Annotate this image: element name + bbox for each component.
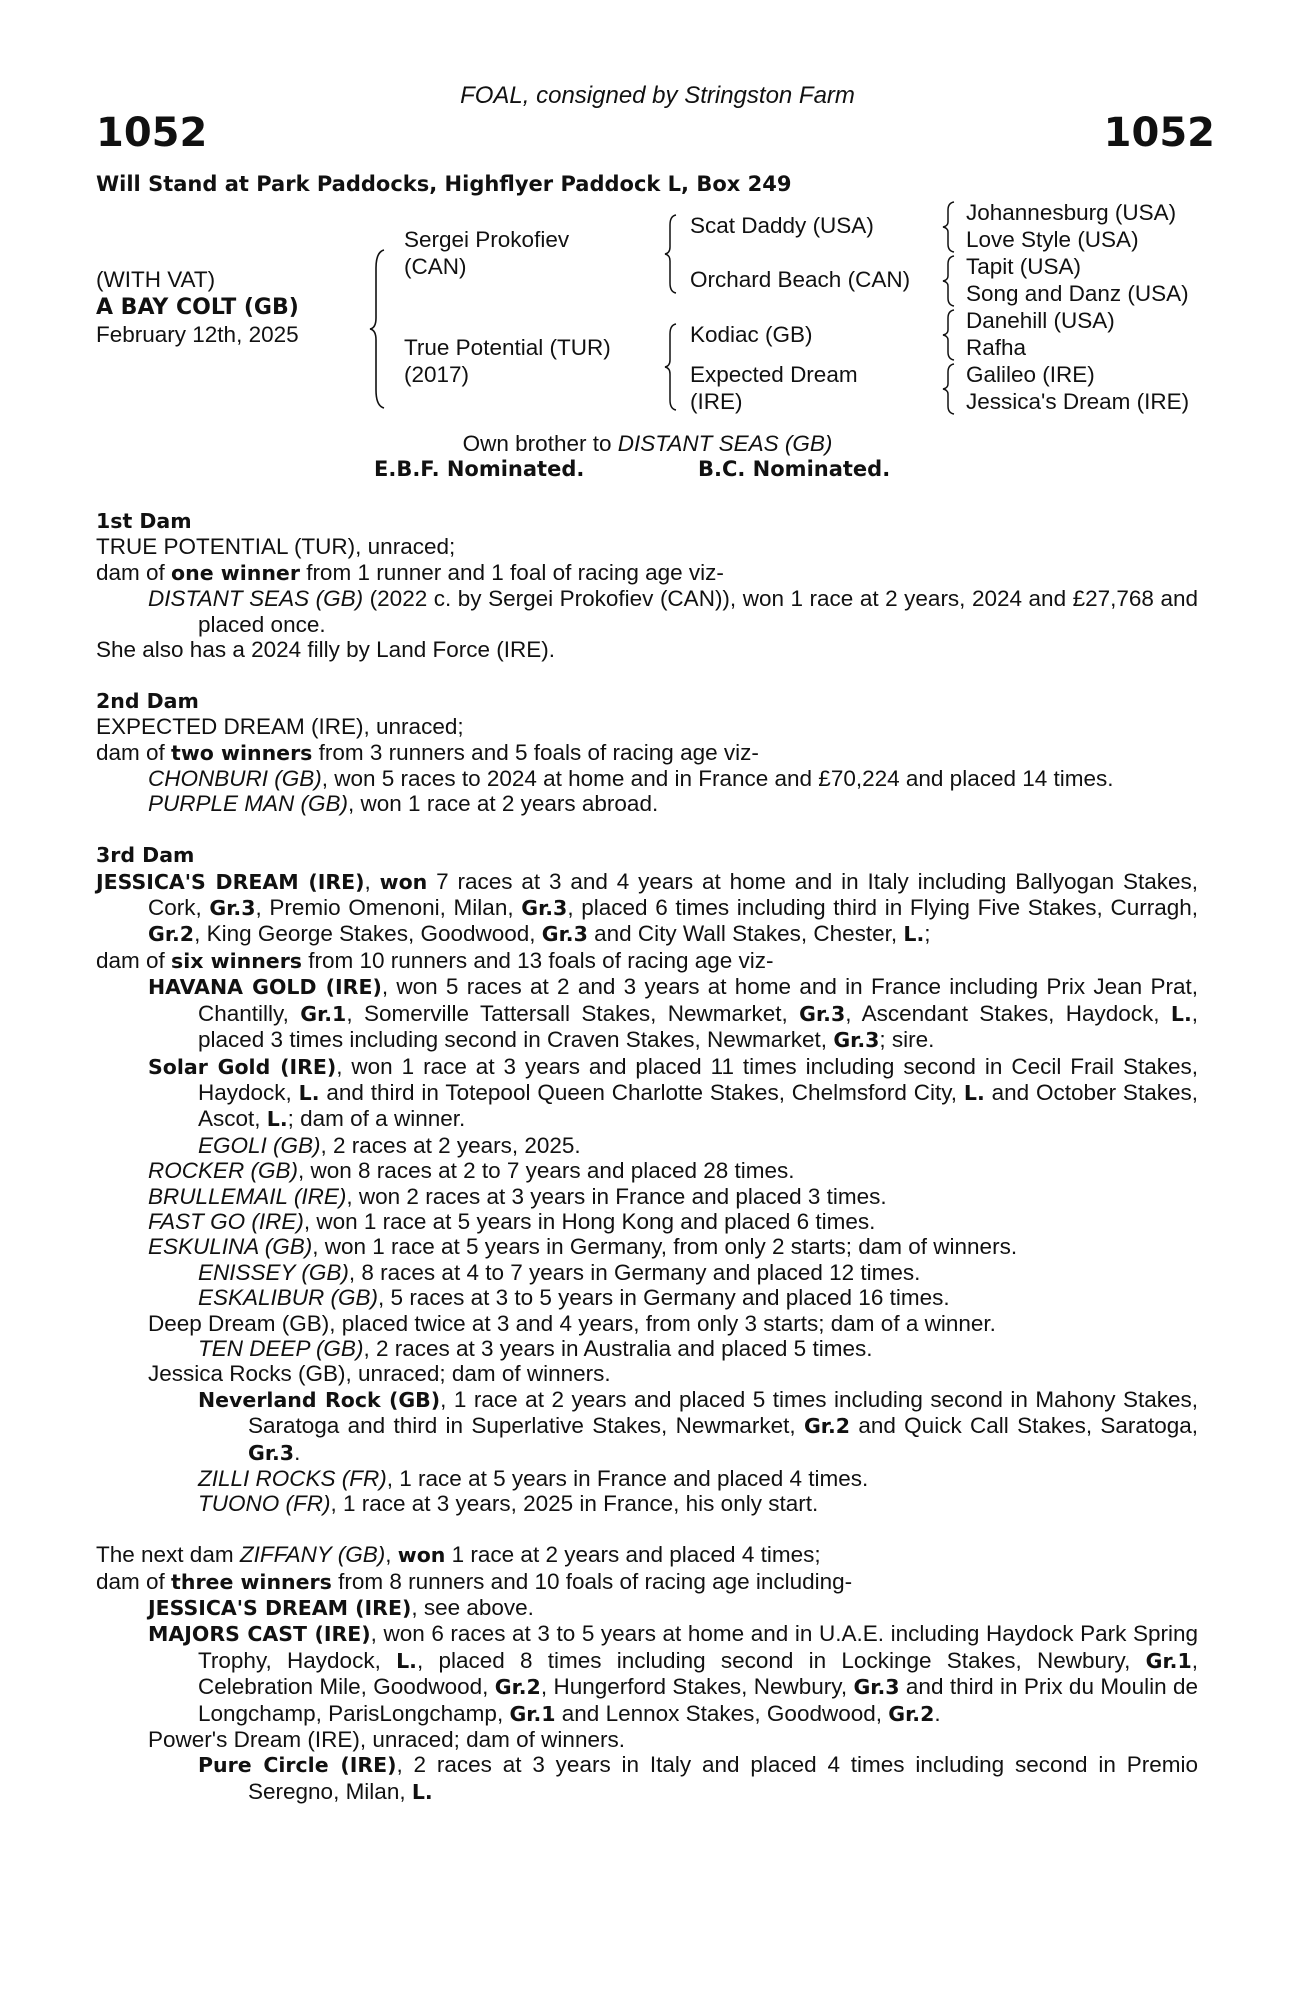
text: and October Stakes, Ascot, xyxy=(198,1079,1198,1132)
entry-paragraph xyxy=(96,766,1198,791)
section-spacer xyxy=(96,1517,1198,1542)
italic-name: ZILLI ROCKS (FR) xyxy=(198,1466,387,1491)
text: , 1 race at 3 years, 2025 in France, his only start. xyxy=(330,1491,819,1517)
text: , 5 races at 3 to 5 years in Germany and placed 16 times. xyxy=(378,1285,950,1311)
text: , xyxy=(385,1542,398,1568)
brace-icon xyxy=(942,308,956,362)
text: , King George Stakes, Goodwood, xyxy=(194,921,542,947)
italic-name: ESKULINA (GB) xyxy=(148,1234,313,1260)
lot-number-right: 1052 xyxy=(1103,110,1215,156)
bold-text: Solar Gold (IRE) xyxy=(148,1054,337,1079)
entry-paragraph xyxy=(96,740,1198,766)
heading-text: 1st Dam xyxy=(96,509,192,533)
entry-paragraph xyxy=(96,1491,1198,1516)
bold-text: L. xyxy=(963,1080,985,1105)
entry-paragraph xyxy=(96,1621,1198,1727)
text: 1 race at 2 years and placed 4 times; xyxy=(445,1542,821,1568)
foaling-date: February 12th, 2025 xyxy=(96,322,299,347)
entry-paragraph xyxy=(96,791,1198,816)
text: , Celebration Mile, Goodwood, xyxy=(198,1647,1198,1700)
own-brother-name: DISTANT SEAS (GB) xyxy=(617,431,833,456)
text: and third in Totepool Queen Charlotte Stakes, Chelmsford City, xyxy=(319,1079,964,1105)
entry-paragraph xyxy=(96,534,1198,559)
entry-paragraph xyxy=(96,974,1198,1053)
bold-text: Gr.3 xyxy=(853,1675,900,1700)
bold-text: three winners xyxy=(171,1569,332,1594)
ancestor-g4: Love Style (USA) xyxy=(966,227,1139,252)
bold-text: Gr.2 xyxy=(803,1414,851,1439)
bold-text: one winner xyxy=(171,560,300,585)
italic-name: FAST GO (IRE) xyxy=(148,1208,304,1234)
italic-name: CHONBURI (GB) xyxy=(148,766,322,792)
ancestor-g4: Johannesburg (USA) xyxy=(966,200,1177,225)
bold-text: Gr.2 xyxy=(148,922,195,947)
dam-dam-country: (IRE) xyxy=(690,389,743,414)
entry-paragraph xyxy=(96,1387,1198,1466)
bold-text: Gr.2 xyxy=(494,1675,541,1700)
dam-year: (2017) xyxy=(404,362,470,387)
dam-sire: Kodiac (GB) xyxy=(690,322,813,347)
text: , 2 races at 3 years in Australia and placed 5 times. xyxy=(363,1335,873,1361)
section-spacer xyxy=(96,817,1198,842)
brace-icon xyxy=(942,254,956,308)
text: , won 2 races at 3 years in France and placed 3 times. xyxy=(346,1183,887,1209)
bold-text: Gr.3 xyxy=(248,1440,295,1465)
text: and Quick Call Stakes, Saratoga, xyxy=(850,1413,1198,1439)
italic-name: TUONO (FR) xyxy=(198,1491,331,1517)
entry-paragraph xyxy=(96,948,1198,974)
entry-paragraph xyxy=(96,1234,1198,1259)
text: , Ascendant Stakes, Haydock, xyxy=(845,1000,1171,1026)
italic-name: DISTANT SEAS (GB) xyxy=(148,586,364,612)
text: , won 6 races at 3 to 5 years at home and in U.A.E. including Haydock Park Spring Trophy, Haydock, xyxy=(198,1621,1198,1673)
brace-icon xyxy=(942,200,956,254)
text: from 3 runners and 5 foals of racing age viz- xyxy=(312,739,759,765)
entry-paragraph xyxy=(96,1595,1198,1621)
entry-paragraph xyxy=(96,1133,1198,1158)
bold-text: L. xyxy=(396,1648,417,1673)
text: Jessica Rocks (GB), unraced; dam of winners. xyxy=(148,1361,611,1387)
entry-paragraph xyxy=(96,1158,1198,1183)
ancestor-g4: Galileo (IRE) xyxy=(966,362,1095,387)
section-spacer xyxy=(96,662,1198,687)
sire-dam: Orchard Beach (CAN) xyxy=(690,267,911,292)
text: Deep Dream (GB), placed twice at 3 and 4 years, from only 3 starts; dam of a winner. xyxy=(148,1310,996,1336)
text: , 1 race at 2 years and placed 5 times including second in Mahony Stakes, Saratoga and third in Superlative Stakes, Newmarket, xyxy=(248,1386,1198,1439)
bold-text: Gr.2 xyxy=(888,1701,935,1726)
entry-paragraph xyxy=(96,1542,1198,1568)
text: , placed 6 times including third in Flying Five Stakes, Curragh, xyxy=(567,895,1198,921)
italic-name: BRULLEMAIL (IRE) xyxy=(148,1183,347,1209)
text: ; sire. xyxy=(879,1027,935,1053)
bc-nomination: B.C. Nominated. xyxy=(698,457,891,481)
italic-name: ENISSEY (GB) xyxy=(198,1259,349,1285)
text: , won 5 races to 2024 at home and in France and £70,224 and placed 14 times. xyxy=(321,766,1114,792)
entry-paragraph xyxy=(96,1209,1198,1234)
own-brother-prefix: Own brother to xyxy=(462,431,618,456)
ancestor-g4: Danehill (USA) xyxy=(966,308,1115,333)
bold-text: L. xyxy=(298,1080,320,1105)
sire-sire: Scat Daddy (USA) xyxy=(690,213,874,238)
text: , 2 races at 3 years in Italy and placed 4 times including second in Premio Seregno, Milan, xyxy=(248,1752,1199,1804)
stand-location: Will Stand at Park Paddocks, Highflyer Paddock L, Box 249 xyxy=(96,172,792,196)
bold-text: L. xyxy=(266,1107,288,1132)
own-brother-note xyxy=(0,431,1295,457)
text: , placed 3 times including second in Craven Stakes, Newmarket, xyxy=(198,1000,1199,1053)
bold-text: Gr.3 xyxy=(521,896,568,921)
text: , won 8 races at 2 to 7 years and placed 28 times. xyxy=(298,1158,795,1184)
bold-text: HAVANA GOLD (IRE) xyxy=(148,975,382,1000)
entry-paragraph xyxy=(96,1569,1198,1595)
bold-text: two winners xyxy=(171,740,313,765)
text: , won 1 race at 5 years in Hong Kong and placed 6 times. xyxy=(303,1208,876,1234)
dam-dam: Expected Dream xyxy=(690,362,858,387)
text: 7 races at 3 and 4 years at home and in Italy including Ballyogan Stakes, Cork, xyxy=(148,868,1198,921)
text: dam of xyxy=(96,739,172,765)
entry-paragraph xyxy=(96,1727,1198,1752)
ebf-nomination: E.B.F. Nominated. xyxy=(374,457,585,481)
bold-text: JESSICA'S DREAM (IRE) xyxy=(96,869,365,894)
entry-paragraph xyxy=(96,1466,1198,1491)
consignment-line: FOAL, consigned by Stringston Farm xyxy=(460,82,855,109)
entry-paragraph xyxy=(96,1054,1198,1133)
entry-paragraph xyxy=(96,1184,1198,1209)
text: from 8 runners and 10 foals of racing age including- xyxy=(331,1568,853,1594)
text: , Premio Omenoni, Milan, xyxy=(255,895,522,921)
text: , see above. xyxy=(411,1595,534,1621)
italic-name: TEN DEEP (GB) xyxy=(198,1335,364,1361)
text: , won 5 races at 2 and 3 years at home and in France including Prix Jean Prat, Chantilly, xyxy=(198,974,1198,1026)
entry-paragraph xyxy=(96,869,1198,948)
entry-paragraph xyxy=(96,586,1198,637)
text: , 1 race at 5 years in France and placed 4 times. xyxy=(386,1466,869,1491)
brace-icon xyxy=(368,248,388,410)
text: , 8 races at 4 to 7 years in Germany and placed 12 times. xyxy=(348,1259,921,1285)
text: . xyxy=(934,1700,941,1726)
bold-text: Gr.1 xyxy=(509,1701,556,1726)
bold-text: won xyxy=(397,1543,446,1568)
entry-paragraph xyxy=(96,1311,1198,1336)
heading-text: 2nd Dam xyxy=(96,688,199,713)
bold-text: Gr.3 xyxy=(799,1001,846,1026)
vat-note: (WITH VAT) xyxy=(96,267,216,292)
sire-country: (CAN) xyxy=(404,254,467,279)
italic-name: PURPLE MAN (GB) xyxy=(148,791,349,817)
text: and City Wall Stakes, Chester, xyxy=(587,921,904,947)
italic-name: EGOLI (GB) xyxy=(198,1132,321,1158)
entry-paragraph xyxy=(96,637,1198,662)
bold-text: Neverland Rock (GB) xyxy=(198,1387,441,1412)
text: and Lennox Stakes, Goodwood, xyxy=(555,1700,889,1726)
text: dam of xyxy=(96,947,172,973)
text: dam of xyxy=(96,1568,172,1594)
entry-paragraph xyxy=(96,1361,1198,1386)
section-heading xyxy=(96,508,1198,534)
text: (2022 c. by Sergei Prokofiev (CAN)), won 1 race at 2 years, 2024 and £27,768 and placed once. xyxy=(198,586,1198,637)
bold-text: Gr.1 xyxy=(300,1001,347,1026)
sire-name: Sergei Prokofiev xyxy=(404,227,570,252)
dam-name: True Potential (TUR) xyxy=(404,335,611,360)
heading-text: 3rd Dam xyxy=(96,843,195,868)
text: ; dam of a winner. xyxy=(287,1106,466,1132)
bold-text: Gr.3 xyxy=(541,922,588,947)
text: and third in Prix du Moulin de Longchamp, ParisLongchamp, xyxy=(198,1674,1198,1726)
text: . xyxy=(294,1439,301,1465)
bold-text: MAJORS CAST (IRE) xyxy=(148,1622,371,1647)
ancestor-g4: Song and Danz (USA) xyxy=(966,281,1189,306)
bold-text: Gr.3 xyxy=(833,1028,880,1053)
bold-text: L. xyxy=(1170,1001,1192,1026)
ancestor-g4: Rafha xyxy=(966,335,1027,360)
section-heading xyxy=(96,842,1198,868)
brace-icon xyxy=(942,362,956,416)
text: , 2 races at 2 years, 2025. xyxy=(320,1132,581,1158)
text: from 1 runner and 1 foal of racing age viz- xyxy=(299,559,724,585)
text: , Hungerford Stakes, Newbury, xyxy=(540,1674,854,1700)
bold-text: Pure Circle (IRE) xyxy=(198,1753,397,1778)
entry-paragraph xyxy=(96,560,1198,586)
bold-text: Gr.1 xyxy=(1145,1648,1192,1673)
bold-text: L. xyxy=(903,922,925,947)
lot-number-left: 1052 xyxy=(96,110,208,156)
text: , won 1 race at 3 years and placed 11 times including second in Cecil Frail Stakes, Haydock, xyxy=(198,1053,1198,1105)
text: TRUE POTENTIAL (TUR), unraced; xyxy=(96,534,456,560)
entry-paragraph xyxy=(96,1336,1198,1361)
text: , placed 8 times including second in Lockinge Stakes, Newbury, xyxy=(416,1647,1146,1673)
text: Power's Dream (IRE), unraced; dam of winners. xyxy=(148,1727,625,1753)
ancestor-g4: Jessica's Dream (IRE) xyxy=(966,389,1190,414)
entry-paragraph xyxy=(96,714,1198,739)
text: from 10 runners and 13 foals of racing age viz- xyxy=(302,947,774,973)
subject-name: A BAY COLT (GB) xyxy=(96,295,299,320)
entry-paragraph xyxy=(96,1285,1198,1310)
italic-name: ESKALIBUR (GB) xyxy=(198,1285,379,1311)
entry-paragraph xyxy=(96,1260,1198,1285)
bold-text: won xyxy=(379,869,428,894)
text: dam of xyxy=(96,559,172,585)
entry-paragraph xyxy=(96,1752,1198,1805)
bold-text: L. xyxy=(411,1779,433,1804)
text: , won 1 race at 2 years abroad. xyxy=(348,791,659,817)
text: , xyxy=(364,868,380,894)
text: ; xyxy=(924,921,931,947)
italic-name: ZIFFANY (GB) xyxy=(239,1542,386,1568)
brace-icon xyxy=(664,322,678,412)
ancestor-g4: Tapit (USA) xyxy=(966,254,1082,279)
bold-text: Gr.3 xyxy=(209,896,256,921)
text: , won 1 race at 5 years in Germany, from only 2 starts; dam of winners. xyxy=(312,1234,1018,1260)
text: EXPECTED DREAM (IRE), unraced; xyxy=(96,714,464,740)
text: She also has a 2024 filly by Land Force (IRE). xyxy=(96,637,555,663)
catalogue-body xyxy=(96,508,1198,1805)
bold-text: six winners xyxy=(171,948,303,973)
bold-text: JESSICA'S DREAM (IRE) xyxy=(148,1596,412,1621)
section-heading xyxy=(96,688,1198,714)
italic-name: ROCKER (GB) xyxy=(148,1158,299,1184)
brace-icon xyxy=(664,213,678,295)
text: The next dam xyxy=(96,1542,240,1568)
text: , Somerville Tattersall Stakes, Newmarket, xyxy=(346,1000,800,1026)
